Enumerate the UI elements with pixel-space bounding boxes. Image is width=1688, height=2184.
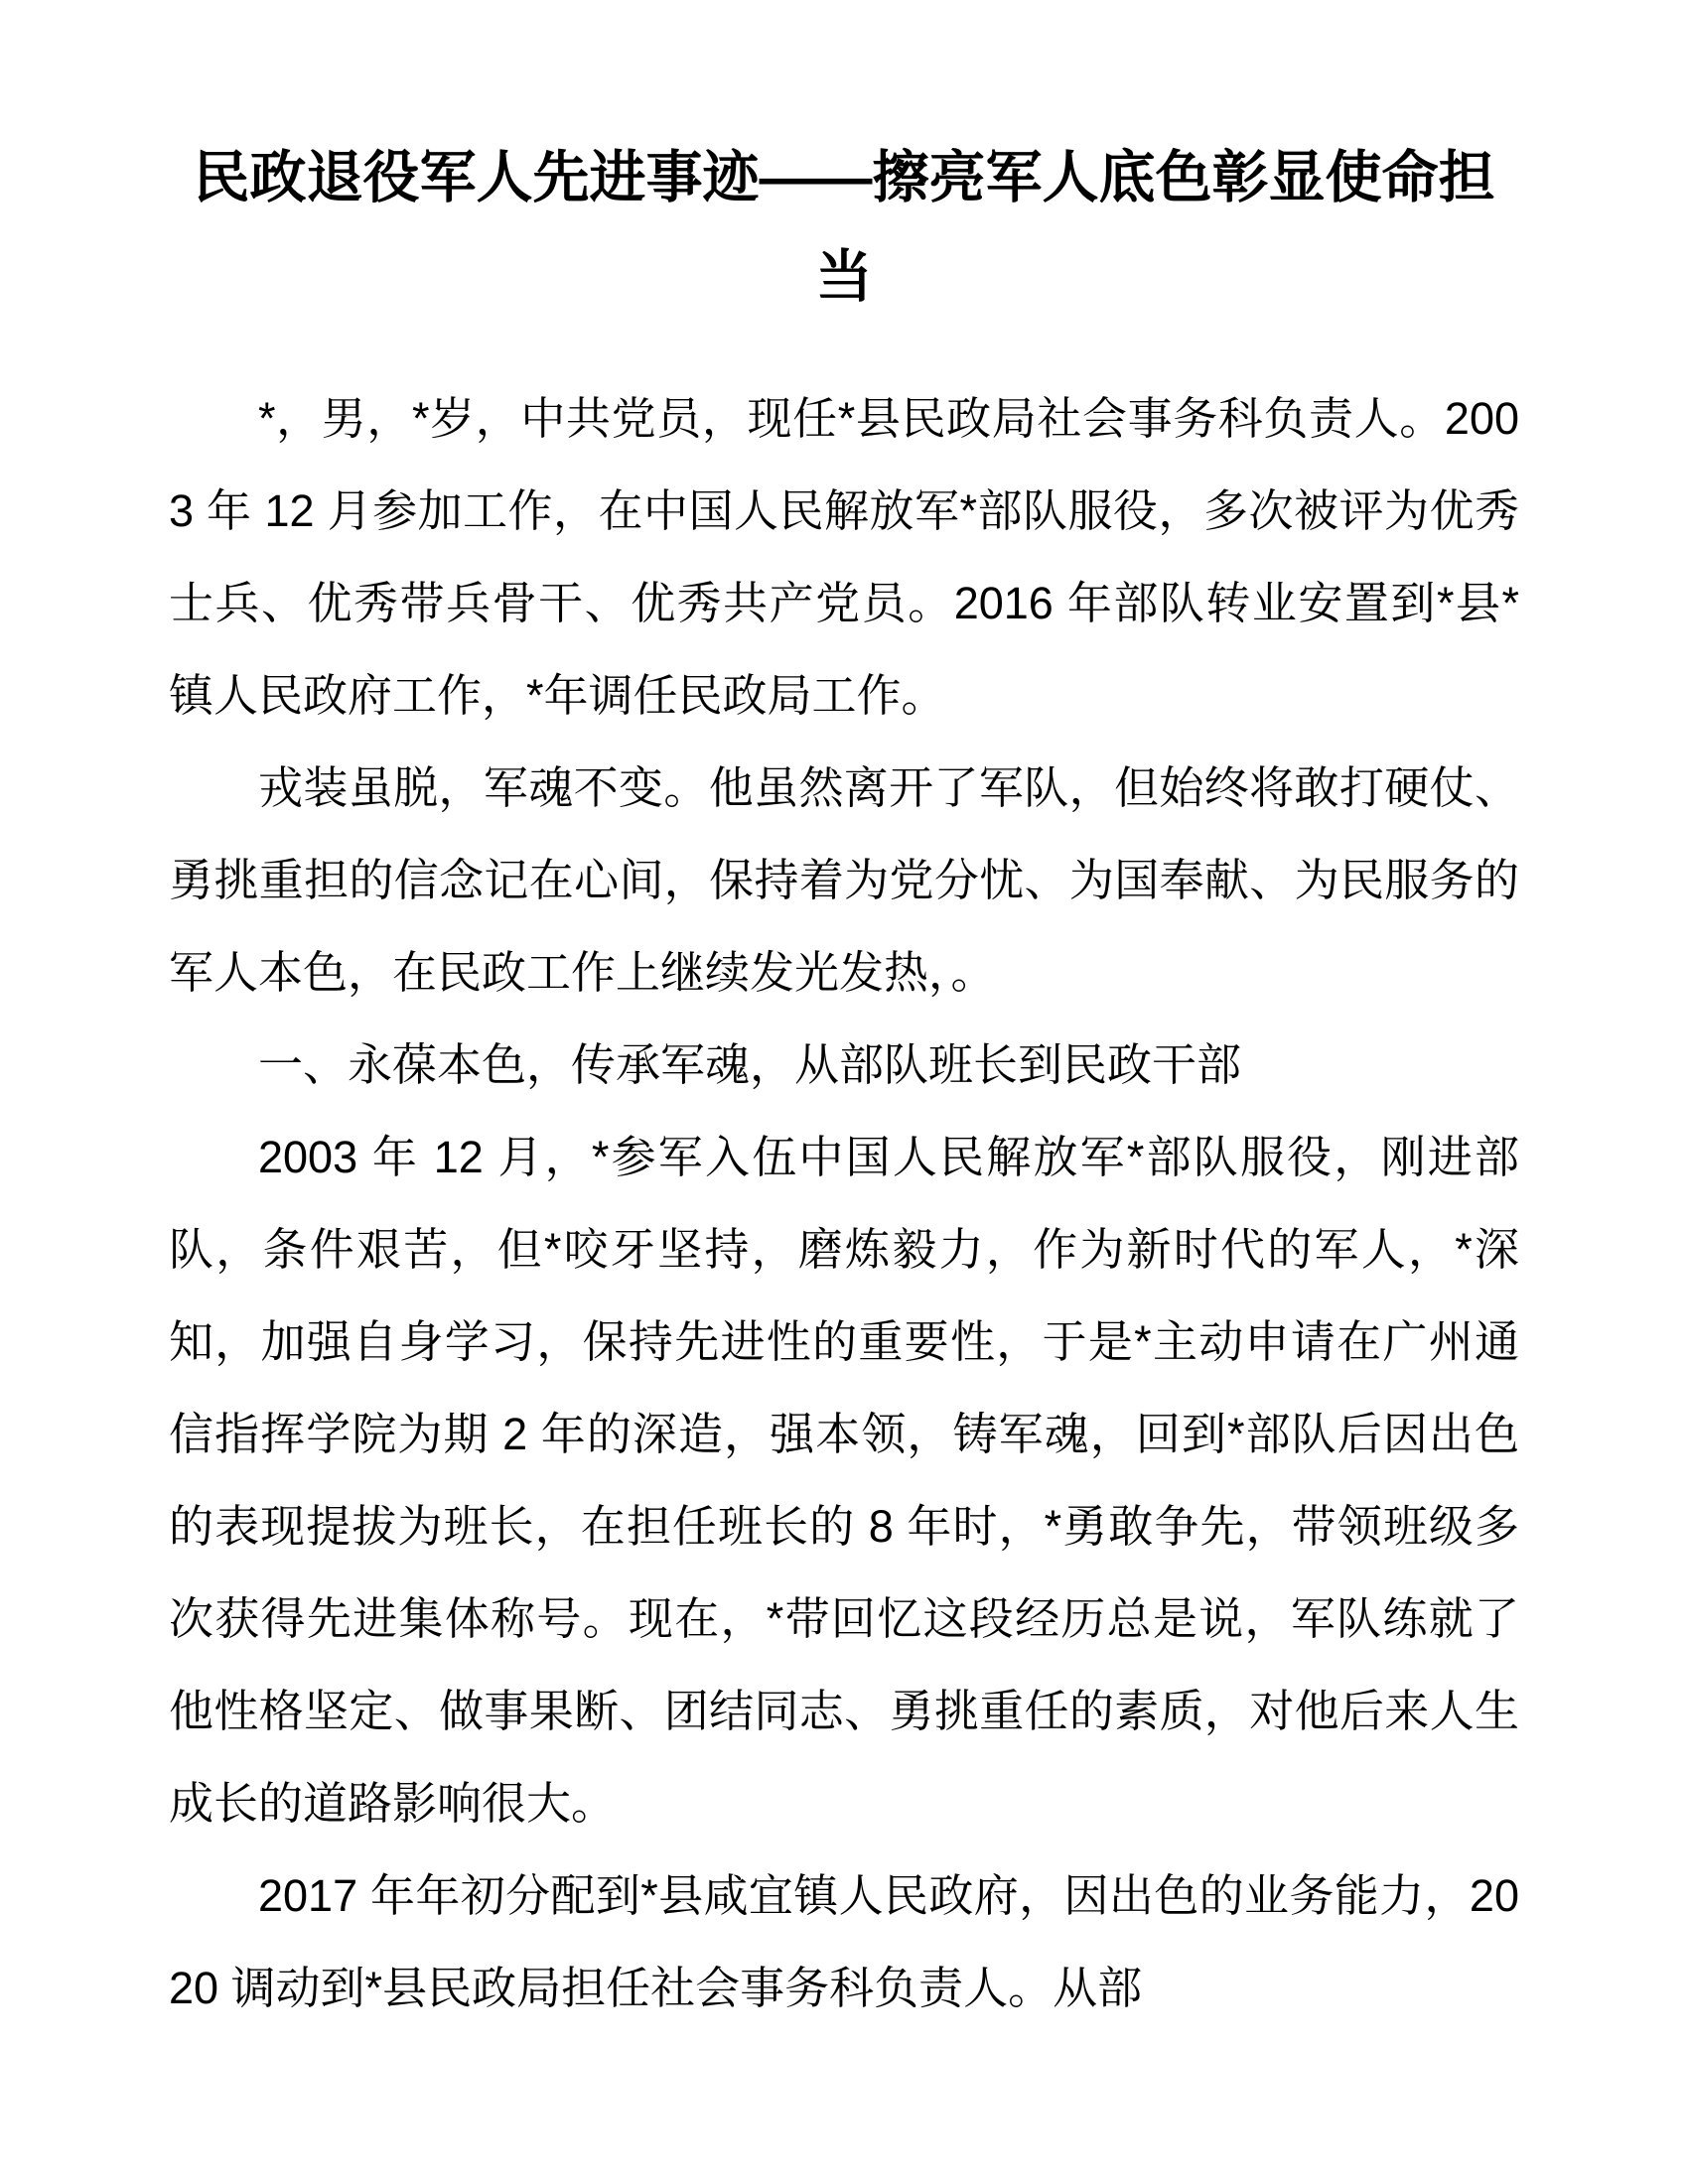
section-heading-1: 一、永葆本色，传承军魂，从部队班长到民政干部 — [258, 1038, 1242, 1090]
paragraph-army-service: 2003 年 12 月，*参军入伍中国人民解放军*部队服役，刚进部队，条件艰苦，但*咬牙坚持，磨炼毅力，作为新时代的军人，*深知，加强自身学习，保持先进性的重要性，于是*主动申请在广州通信指挥学院为期 2 年的深造，强本领，铸军魂，回到*部队后因出色的表现提拔为班长，在担任班长的 8 年时，*勇敢争先，带领班级多次获得先进集体称号。现在，*带回忆这段经历总是说，军队练就了他性格坚定、做事果断、团结同志、勇挑重任的素质，对他后来人生成长的道路影响很大。 — [169, 1131, 1519, 1829]
paragraph-civil-affairs: 2017 年年初分配到*县咸宜镇人民政府，因出色的业务能力，2020 调动到*县民政局担任社会事务科负责人。从部 — [169, 1869, 1519, 2013]
paragraph-military-spirit: 戎装虽脱，军魂不变。他虽然离开了军队，但始终将敢打硬仗、勇挑重担的信念记在心间，保持着为党分忧、为国奉献、为民服务的军人本色，在民政工作上继续发光发热，。 — [169, 761, 1519, 998]
document-title: 民政退役军人先进事迹——擦亮军人底色彰显使命担当 — [193, 146, 1495, 309]
paragraph-intro: *，男，*岁，中共党员，现任*县民政局社会事务科负责人。2003 年 12 月参加工作，在中国人民解放军*部队服役，多次被评为优秀士兵、优秀带兵骨干、优秀共产党员。2016 年部队转业安置到*县*镇人民政府工作，*年调任民政局工作。 — [169, 392, 1519, 721]
